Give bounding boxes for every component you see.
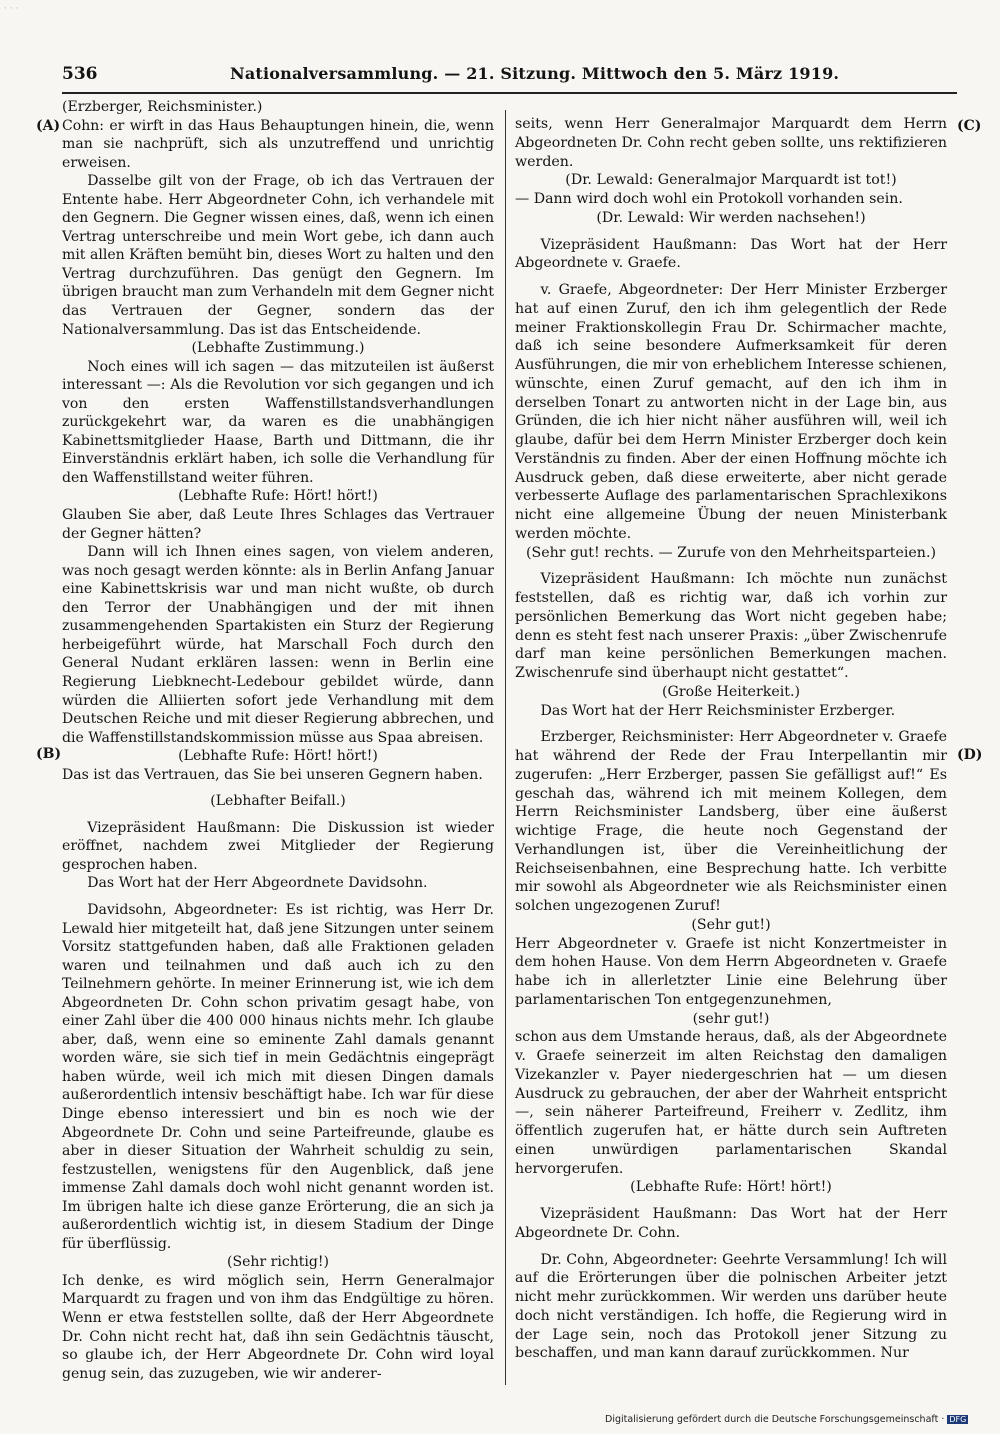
paragraph: Dann will ich Ihnen eines sagen, von vielem anderen, was noch gesagt werden könnte: als in Berlin Anfang Januar eine Kabinettskrisis war und man nicht wußte, ob durch den Terror der Unabhängigen und der mit ihnen zusammengehenden Spartakisten ein Sturz der Regierung herbeigeführt würde, hat Marschall Foch durch den General Nudant erklären lassen: wenn in Berlin eine Regierung Liebknecht-Ledebour gebildet würde, dann würden die Alliierten sofort jede Verhandlung mit dem Deutschen Reiche und mit dieser Regierung abbrechen, und die Waffenstillstandskommission müsse aus Spaa abreisen. — [62, 544, 494, 746]
speaker-paragraph: Dr. Cohn, Abgeordneter: Geehrte Versammlung! Ich will auf die Erörterungen über die polnischen Arbeiter jetzt nicht mehr zurückkommen. Wir werden uns darüber heute doch nicht verständigen. Ich hoffe, die Regierung wird in der Lage sein, noch das Protokoll jener Sitzung zu beschaffen, und man kann darauf zurückkommen. Nur — [515, 1251, 947, 1362]
page-number: 536 — [62, 64, 98, 84]
scan-speck: · · · — [4, 4, 19, 14]
paragraph: Das ist das Vertrauen, das Sie bei unseren Gegnern haben. — [62, 766, 483, 783]
paragraph: Glauben Sie aber, daß Leute Ihres Schlages das Vertrauer der Gegner hätten? — [62, 507, 494, 542]
paragraph: Herr Abgeordneter v. Graefe ist nicht Konzertmeister in dem hohen Hause. Von dem Herrn Abgeordneten v. Graefe habe ich in allerletzter Linie eine Belehrung über parlamentarischen Ton entgegenzunehmen, — [515, 935, 947, 1008]
speaker-paragraph: Erzberger, Reichsminister: Herr Abgeordneter v. Graefe hat während der Rede der Frau Interpellantin mir zugerufen: „Herr Erzberger, passen Sie gefälligst auf!“ Es geschah das, während ich mit meinem Kollegen, dem Herrn Reichsminister Landsberg, über eine äußerst wichtige Frage, die heute noch Gegenstand der Verhandlungen ist, über die Vereinheitlichung der Reichseisenbahnen, eine Besprechung hatte. Ich verbitte mir sowohl als Abgeordneter wie als Reichsminister einen solchen ungezogenen Zuruf! — [515, 729, 947, 914]
paragraph: schon aus dem Umstande heraus, daß, als der Abgeordnete v. Graefe seinerzeit im alten Reichstag den damaligen Vizekanzler v. Payer niedergeschrien hat — um diesen Ausdruck zu gebrauchen, der aber der Wahrheit entspricht —, sein näherer Parteifreund, Freiherr v. Zedlitz, ihm öffentlich zugerufen hat, er hätte durch sein Auftreten einen unwürdigen parlamentarischen Skandal hervorgerufen. — [515, 1029, 947, 1177]
paragraph: — Dann wird doch wohl ein Protokoll vorhanden sein. — [515, 191, 903, 207]
interjection: (Große Heiterkeit.) — [661, 683, 801, 700]
interjection: (Sehr richtig!) — [226, 1254, 330, 1271]
interjection: (Dr. Lewald: Generalmajor Marquardt ist tot!) — [565, 172, 897, 189]
digitization-footer — [605, 1414, 968, 1425]
margin-mark-c: (C) — [957, 118, 982, 134]
paragraph: Das Wort hat der Herr Reichsminister Erzberger. — [540, 702, 896, 719]
interjection: (Lebhafter Beifall.) — [210, 793, 346, 810]
margin-mark-d: (D) — [957, 747, 983, 763]
margin-mark-a: (A) — [36, 118, 61, 134]
paragraph: Dasselbe gilt von der Frage, ob ich das Vertrauen der Entente habe. Herr Abgeordneter Cohn, ich verhandele mit den Gegnern. Die Gegner wissen eines, daß, wenn ich einen Vertrag unterschreibe und mein Wort gebe, ich dann auch mit allen Kräften bemüht bin, dieses Wort zu halten und den Vertrag durchzuführen. Das genügt den Gegnern. Im übrigen braucht man zum Verhandeln mit dem Gegner nicht das Vertrauen der Gegner, sondern das der Nationalversammlung. Das ist das Entscheidende. — [62, 173, 494, 338]
speaker-paragraph: Vizepräsident Haußmann: Die Diskussion ist wieder eröffnet, nachdem zwei Mitglieder der Regierung gesprochen haben. — [62, 819, 494, 873]
left-column — [62, 98, 494, 1383]
speaker-continuation: (Erzberger, Reichsminister.) — [62, 99, 263, 115]
speaker-paragraph: Vizepräsident Haußmann: Das Wort hat der Herr Abgeordnete v. Graefe. — [515, 236, 947, 272]
interjection: (Lebhafte Rufe: Hört! hört!) — [178, 748, 378, 765]
running-title: Nationalversammlung. — 21. Sitzung. Mittwoch den 5. März 1919. — [230, 64, 840, 83]
right-column — [515, 115, 947, 1363]
margin-mark-b: (B) — [36, 746, 62, 762]
interjection: (Dr. Lewald: Wir werden nachsehen!) — [596, 209, 866, 226]
interjection: (Lebhafte Rufe: Hört! hört!) — [178, 488, 378, 505]
speaker-paragraph: Vizepräsident Haußmann: Das Wort hat der Herr Abgeordnete Dr. Cohn. — [515, 1206, 947, 1241]
interjection: (sehr gut!) — [692, 1010, 770, 1027]
paragraph: Das Wort hat der Herr Abgeordnete Davidsohn. — [87, 875, 428, 892]
column-divider — [505, 110, 506, 1385]
speaker-paragraph: Davidsohn, Abgeordneter: Es ist richtig, was Herr Dr. Lewald hier mitgeteilt hat, daß jene Sitzungen unter seinem Vorsitz stattgefunden haben, daß alle Fraktionen geladen waren und teilnahmen und daß auch ich zu den Teilnehmern gehörte. In meiner Erinnerung ist, wie ich dem Abgeordneten Dr. Cohn schon privatim gesagt habe, von einer Zahl über die 400 000 hinaus nichts mehr. Ich glaube aber, daß, wenn eine so eminente Zahl damals genannt worden wäre, sie sich tief in mein Gedächtnis eingeprägt haben würde, weil ich mich mit diesen Dingen damals außerordentlich intensiv beschäftigt habe. Ich war für diese Dinge ebenso interessiert und bin es noch wie der Abgeordnete Dr. Cohn und seine Parteifreunde, glaube es aber in dieser Situation der Wahrheit schuldig zu sein, festzustellen, wenigstens für den Augenblick, daß jene immense Zahl damals doch wohl nicht genannt worden ist. Im übrigen halte ich diese ganze Erörterung, die an sich ja außerordentlich wichtig ist, in diesem Stadium der Dinge für überflüssig. — [62, 901, 494, 1252]
speaker-paragraph: v. Graefe, Abgeordneter: Der Herr Minister Erzberger hat auf einen Zuruf, den ich ihm gelegentlich der Rede meiner Fraktionskollegin Frau Dr. Schirmacher machte, daß ich seine besondere Aufmerksamkeit für deren Ausführungen, die mir von erheblichem Interesse schienen, wünschte, einen Zuruf gemacht, auf den ich ihm in derselben Tonart zu antworten nicht in der Lage bin, aus Gründen, die ich hier nicht näher ausführen will, weil ich glaube, dafür bei dem Herrn Minister Erzberger doch kein Verständnis zu finden. Aber der einen Hoffnung möchte ich Ausdruck geben, daß diese erweiterte, aber nicht gerade verbesserte Auflage des parlamentarischen Sprachlexikons nicht eine allgemeine Übung der neuen Ministerbank werden möchte. — [515, 282, 947, 542]
paragraph: Cohn: er wirft in das Haus Behauptungen hinein, die, wenn man sie nachprüft, sich als unzutreffend und unrichtig erweisen. — [62, 117, 494, 171]
interjection: (Lebhafte Zustimmung.) — [191, 340, 365, 357]
paragraph: Noch eines will ich sagen — das mitzuteilen ist äußerst interessant —: Als die Revolution vor sich gegangen und ich von den ersten Waffenstillstandsverhandlungen zurückgekehrt war, da waren es die unabhängigen Kabinettsmitglieder Haase, Barth und Dittmann, die ihr Einverständnis erklärt haben, ich solle die Verhandlung für den Waffenstillstand weiter führen. — [62, 358, 494, 486]
speaker-paragraph: Vizepräsident Haußmann: Ich möchte nun zunächst feststellen, daß es richtig war, daß ich vorhin zur persönlichen Bemerkung das Wort nicht gegeben habe; denn es steht fest nach unserer Praxis: „über Zwischenrufe darf man keine persönlichen Bemerkungen machen. Zwischenrufe sind überhaupt nicht gestattet“. — [515, 571, 947, 681]
interjection: (Sehr gut!) — [691, 916, 771, 933]
page-header — [62, 62, 957, 88]
paragraph: Ich denke, es wird möglich sein, Herrn Generalmajor Marquardt zu fragen und von ihm das Endgültige zu hören. Wenn er etwa feststellen sollte, daß der Herr Abgeordnete Dr. Cohn nicht recht hat, daß ihn sein Gedächtnis täuscht, so glaube ich, der Herr Abgeordnete Dr. Cohn wird loyal genug sein, das zuzugeben, wie wir anderer- — [62, 1272, 494, 1382]
paragraph: seits, wenn Herr Generalmajor Marquardt dem Herrn Abgeordneten Dr. Cohn recht geben sollte, uns rektifizieren werden. — [515, 116, 947, 170]
header-rule — [62, 92, 957, 94]
dfg-logo: DFG — [949, 1415, 967, 1424]
footer-text: Digitalisierung gefördert durch die Deutsche Forschungsgemeinschaft · — [605, 1414, 945, 1425]
interjection: (Sehr gut! rechts. — Zurufe von den Mehrheitsparteien.) — [525, 544, 936, 561]
interjection: (Lebhafte Rufe: Hört! hört!) — [630, 1179, 832, 1196]
